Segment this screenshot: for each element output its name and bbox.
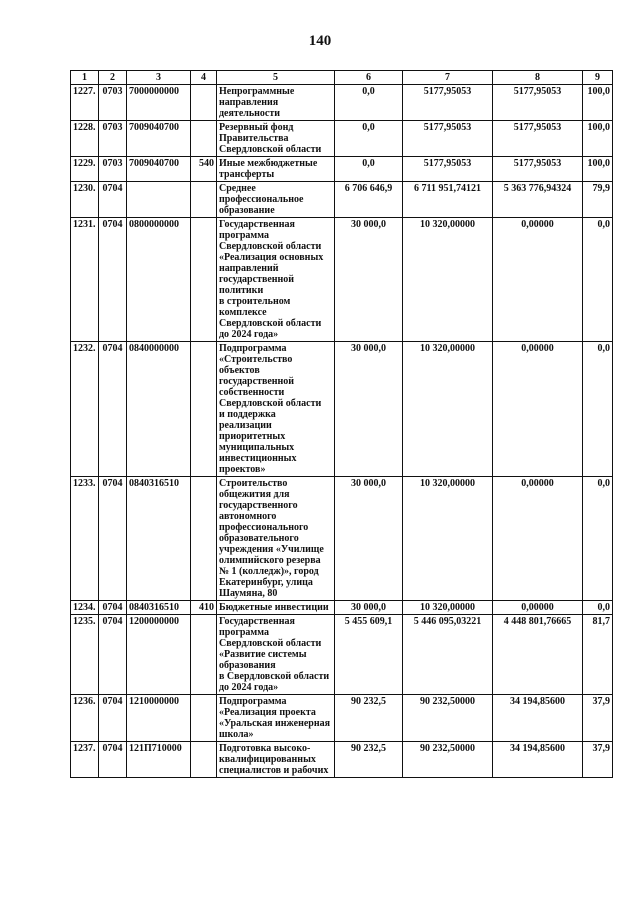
item-name-line: образование [219, 205, 275, 216]
executed-amount-cell: 0,00000 [493, 601, 583, 615]
planned-amount-cell: 10 320,00000 [403, 601, 493, 615]
item-name-cell [217, 342, 335, 477]
row-number-cell: 1228. [71, 121, 99, 157]
item-name-line: до 2024 года» [219, 329, 279, 340]
executed-amount-cell: 5177,95053 [493, 121, 583, 157]
table-row [71, 342, 613, 477]
section-code-cell: 0703 [99, 121, 127, 157]
planned-amount-cell: 5177,95053 [403, 85, 493, 121]
table-row [71, 157, 613, 182]
target-code-cell: 0840316510 [127, 601, 191, 615]
item-name-line: учреждения «Училище [219, 544, 324, 555]
section-code-cell: 0704 [99, 695, 127, 742]
item-name-line: «Реализация основных [219, 252, 324, 263]
section-code-cell: 0704 [99, 477, 127, 601]
percent-cell: 37,9 [583, 742, 613, 778]
section-code-cell: 0704 [99, 182, 127, 218]
executed-amount-cell: 0,00000 [493, 342, 583, 477]
item-name-line: Свердловской области [219, 398, 322, 409]
item-name-line: Свердловской области [219, 241, 322, 252]
section-code-cell: 0703 [99, 157, 127, 182]
planned-amount-cell: 6 711 951,74121 [403, 182, 493, 218]
approved-amount-cell: 30 000,0 [335, 601, 403, 615]
item-name-cell [217, 742, 335, 778]
executed-amount-cell: 5177,95053 [493, 85, 583, 121]
item-name-line: олимпийского резерва [219, 555, 321, 566]
expense-type-cell: 540 [191, 157, 217, 182]
item-name-line: образовательного [219, 533, 299, 544]
item-name-line: «Уральская инженерная [219, 718, 331, 729]
approved-amount-cell: 0,0 [335, 157, 403, 182]
executed-amount-cell: 5 363 776,94324 [493, 182, 583, 218]
item-name-line: Подготовка высоко- [219, 743, 311, 754]
header-cell: 5 [217, 71, 335, 85]
approved-amount-cell: 90 232,5 [335, 695, 403, 742]
header-cell: 8 [493, 71, 583, 85]
item-name-line: до 2024 года» [219, 682, 279, 693]
item-name-line: программа [219, 627, 269, 638]
planned-amount-cell: 5177,95053 [403, 157, 493, 182]
expense-type-cell [191, 182, 217, 218]
item-name-line: № 1 (колледж)», город [219, 566, 319, 577]
item-name-line: Подпрограмма [219, 696, 287, 707]
row-number-cell: 1237. [71, 742, 99, 778]
target-code-cell [127, 182, 191, 218]
planned-amount-cell: 90 232,50000 [403, 695, 493, 742]
item-name-line: Непрограммные [219, 86, 295, 97]
percent-cell: 0,0 [583, 342, 613, 477]
percent-cell: 100,0 [583, 121, 613, 157]
expense-type-cell [191, 695, 217, 742]
expense-type-cell [191, 477, 217, 601]
executed-amount-cell: 34 194,85600 [493, 695, 583, 742]
section-code-cell: 0704 [99, 601, 127, 615]
budget-table [70, 70, 613, 778]
item-name-line: специалистов и рабочих [219, 765, 329, 776]
expense-type-cell [191, 121, 217, 157]
item-name-line: Подпрограмма [219, 343, 287, 354]
item-name-line: Бюджетные инвестиции [219, 602, 329, 613]
target-code-cell: 0800000000 [127, 218, 191, 342]
item-name-line: приоритетных [219, 431, 286, 442]
item-name-cell [217, 601, 335, 615]
header-row [71, 71, 613, 85]
item-name-line: профессиональное [219, 194, 304, 205]
section-code-cell: 0704 [99, 615, 127, 695]
section-code-cell: 0704 [99, 742, 127, 778]
approved-amount-cell: 0,0 [335, 85, 403, 121]
target-code-cell: 7009040700 [127, 157, 191, 182]
executed-amount-cell: 4 448 801,76665 [493, 615, 583, 695]
table-row [71, 121, 613, 157]
item-name-line: государственного [219, 500, 298, 511]
planned-amount-cell: 10 320,00000 [403, 477, 493, 601]
executed-amount-cell: 0,00000 [493, 477, 583, 601]
percent-cell: 0,0 [583, 477, 613, 601]
item-name-line: программа [219, 230, 269, 241]
item-name-line: Свердловской области [219, 638, 322, 649]
planned-amount-cell: 5 446 095,03221 [403, 615, 493, 695]
target-code-cell: 1200000000 [127, 615, 191, 695]
item-name-line: квалифицированных [219, 754, 316, 765]
item-name-cell [217, 477, 335, 601]
planned-amount-cell: 5177,95053 [403, 121, 493, 157]
target-code-cell: 0840316510 [127, 477, 191, 601]
expense-type-cell [191, 218, 217, 342]
page-number: 140 [308, 33, 332, 49]
executed-amount-cell: 34 194,85600 [493, 742, 583, 778]
item-name-line: Строительство [219, 478, 288, 489]
item-name-line: Шаумяна, 80 [219, 588, 278, 599]
item-name-line: инвестиционных [219, 453, 297, 464]
item-name-line: Государственная [219, 219, 295, 230]
approved-amount-cell: 6 706 646,9 [335, 182, 403, 218]
header-cell: 6 [335, 71, 403, 85]
item-name-line: собственности [219, 387, 285, 398]
item-name-line: реализации [219, 420, 272, 431]
target-code-cell: 7000000000 [127, 85, 191, 121]
item-name-line: профессионального [219, 522, 309, 533]
item-name-line: деятельности [219, 108, 281, 119]
row-number-cell: 1227. [71, 85, 99, 121]
row-number-cell: 1233. [71, 477, 99, 601]
item-name-line: автономного [219, 511, 277, 522]
item-name-line: Свердловской области [219, 144, 322, 155]
header-cell: 2 [99, 71, 127, 85]
item-name-line: политики [219, 285, 264, 296]
table-row [71, 182, 613, 218]
section-code-cell: 0703 [99, 85, 127, 121]
table-row [71, 85, 613, 121]
item-name-line: Резервный фонд [219, 122, 294, 133]
header-cell: 9 [583, 71, 613, 85]
percent-cell: 100,0 [583, 85, 613, 121]
item-name-line: Государственная [219, 616, 295, 627]
executed-amount-cell: 5177,95053 [493, 157, 583, 182]
item-name-line: Свердловской области [219, 318, 322, 329]
item-name-line: Иные межбюджетные [219, 158, 318, 169]
percent-cell: 81,7 [583, 615, 613, 695]
item-name-line: направлений [219, 263, 279, 274]
row-number-cell: 1236. [71, 695, 99, 742]
item-name-line: комплексе [219, 307, 267, 318]
item-name-line: «Строительство [219, 354, 293, 365]
target-code-cell: 121П710000 [127, 742, 191, 778]
expense-type-cell [191, 342, 217, 477]
section-code-cell: 0704 [99, 342, 127, 477]
item-name-cell [217, 121, 335, 157]
table-row [71, 742, 613, 778]
percent-cell: 0,0 [583, 218, 613, 342]
table-row [71, 477, 613, 601]
approved-amount-cell: 5 455 609,1 [335, 615, 403, 695]
header-cell: 7 [403, 71, 493, 85]
row-number-cell: 1230. [71, 182, 99, 218]
row-number-cell: 1232. [71, 342, 99, 477]
header-cell: 4 [191, 71, 217, 85]
item-name-line: государственной [219, 274, 295, 285]
item-name-cell [217, 182, 335, 218]
header-cell: 3 [127, 71, 191, 85]
item-name-line: государственной [219, 376, 295, 387]
expense-type-cell: 410 [191, 601, 217, 615]
approved-amount-cell: 30 000,0 [335, 218, 403, 342]
row-number-cell: 1235. [71, 615, 99, 695]
table-row [71, 218, 613, 342]
approved-amount-cell: 0,0 [335, 121, 403, 157]
section-code-cell: 0704 [99, 218, 127, 342]
item-name-line: школа» [219, 729, 254, 740]
executed-amount-cell: 0,00000 [493, 218, 583, 342]
item-name-line: объектов [219, 365, 260, 376]
target-code-cell: 1210000000 [127, 695, 191, 742]
item-name-line: «Реализация проекта [219, 707, 316, 718]
item-name-line: Среднее [219, 183, 256, 194]
item-name-cell [217, 157, 335, 182]
percent-cell: 100,0 [583, 157, 613, 182]
table-row [71, 695, 613, 742]
item-name-cell [217, 85, 335, 121]
row-number-cell: 1231. [71, 218, 99, 342]
planned-amount-cell: 10 320,00000 [403, 218, 493, 342]
item-name-line: «Развитие системы [219, 649, 307, 660]
item-name-line: в Свердловской области [219, 671, 330, 682]
table-row [71, 601, 613, 615]
expense-type-cell [191, 742, 217, 778]
target-code-cell: 7009040700 [127, 121, 191, 157]
planned-amount-cell: 10 320,00000 [403, 342, 493, 477]
item-name-cell [217, 615, 335, 695]
header-cell: 1 [71, 71, 99, 85]
item-name-line: проектов» [219, 464, 266, 475]
item-name-line: Правительства [219, 133, 289, 144]
approved-amount-cell: 90 232,5 [335, 742, 403, 778]
item-name-cell [217, 218, 335, 342]
expense-type-cell [191, 85, 217, 121]
item-name-line: Екатеринбург, улица [219, 577, 313, 588]
item-name-line: муниципальных [219, 442, 295, 453]
expense-type-cell [191, 615, 217, 695]
row-number-cell: 1234. [71, 601, 99, 615]
approved-amount-cell: 30 000,0 [335, 477, 403, 601]
percent-cell: 0,0 [583, 601, 613, 615]
item-name-line: в строительном [219, 296, 291, 307]
item-name-line: образования [219, 660, 276, 671]
item-name-line: трансферты [219, 169, 275, 180]
percent-cell: 37,9 [583, 695, 613, 742]
item-name-line: направления [219, 97, 279, 108]
item-name-line: общежития для [219, 489, 290, 500]
row-number-cell: 1229. [71, 157, 99, 182]
item-name-line: и поддержка [219, 409, 276, 420]
planned-amount-cell: 90 232,50000 [403, 742, 493, 778]
item-name-cell [217, 695, 335, 742]
table-row [71, 615, 613, 695]
target-code-cell: 0840000000 [127, 342, 191, 477]
percent-cell: 79,9 [583, 182, 613, 218]
approved-amount-cell: 30 000,0 [335, 342, 403, 477]
